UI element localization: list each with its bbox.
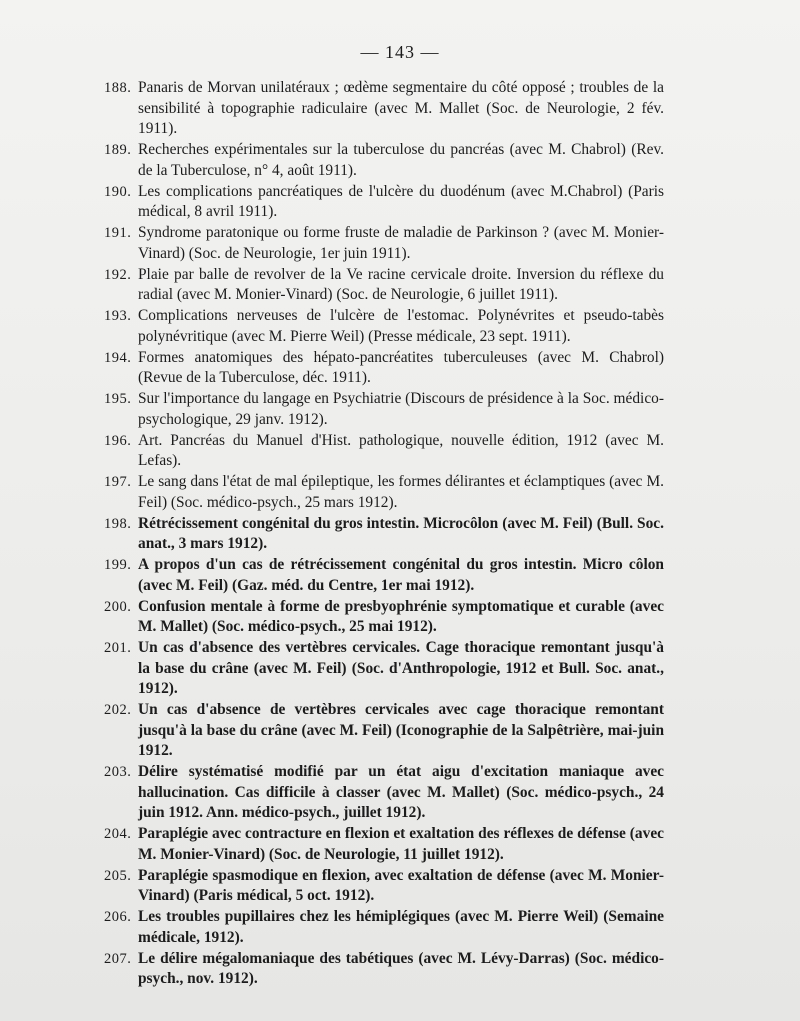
entry-number: 207. xyxy=(104,950,132,967)
list-item xyxy=(98,140,664,181)
entry-text: Délire systématisé modifié par un état aigu d'excitation maniaque avec hallucination. Cas difficile à classer (avec M. Mallet) (Soc. médico-psych., 24 juin 1912. Ann. médico-psych., juillet 1912). xyxy=(138,763,664,821)
entry-text: Rétrécissement congénital du gros intestin. Microcôlon (avec M. Feil) (Bull. Soc. anat., 3 mars 1912). xyxy=(138,514,664,552)
entry-text: Complications nerveuses de l'ulcère de l'estomac. Polynévrites et pseudo-tabès polynévritique (avec M. Pierre Weil) (Presse médicale, 23 sept. 1911). xyxy=(138,307,664,345)
list-item xyxy=(98,389,664,430)
entry-text: Un cas d'absence de vertèbres cervicales avec cage thoracique remontant jusqu'à la base du crâne (avec M. Feil) (Iconographie de la Salpêtrière, mai-juin 1912. xyxy=(138,701,664,759)
list-item xyxy=(98,824,664,865)
list-item xyxy=(98,431,664,472)
entry-number: 204. xyxy=(104,826,132,842)
list-item xyxy=(98,472,664,513)
entry-number: 198. xyxy=(104,515,132,532)
entry-text: A propos d'un cas de rétrécissement congénital du gros intestin. Micro côlon (avec M. Feil) (Gaz. méd. du Centre, 1er mai 1912). xyxy=(138,556,664,594)
entry-number: 193. xyxy=(104,308,132,324)
entry-text: Le délire mégalomaniaque des tabétiques (avec M. Lévy-Darras) (Soc. médico-psych., nov. 1912). xyxy=(138,949,664,987)
list-item xyxy=(98,265,664,306)
entry-number: 188. xyxy=(104,80,132,96)
entry-text: Plaie par balle de revolver de la Ve racine cervicale droite. Inversion du réflexe du radial (avec M. Monier-Vinard) (Soc. de Neurologie, 6 juillet 1911). xyxy=(138,265,664,303)
entry-number: 189. xyxy=(104,142,132,158)
entry-number: 202. xyxy=(104,702,132,718)
entry-text: Syndrome paratonique ou forme fruste de maladie de Parkinson ? (avec M. Monier-Vinard) (Soc. de Neurologie, 1er juin 1911). xyxy=(138,224,664,262)
list-item xyxy=(98,306,664,347)
list-item xyxy=(98,182,664,223)
list-item xyxy=(98,866,664,907)
page-number: — 143 — xyxy=(360,42,440,62)
entry-text: Recherches expérimentales sur la tuberculose du pancréas (avec M. Chabrol) (Rev. de la Tuberculose, n° 4, août 1911). xyxy=(138,141,664,179)
list-item xyxy=(98,907,664,948)
entry-number: 203. xyxy=(104,764,132,780)
list-item xyxy=(98,700,664,762)
bibliography-list xyxy=(98,78,664,990)
entry-text: Panaris de Morvan unilatéraux ; œdème segmentaire du côté opposé ; troubles de la sensibilité à topographie radiculaire (avec M. Mallet (Soc. de Neurologie, 2 fév. 1911). xyxy=(138,79,664,137)
entry-text: Les troubles pupillaires chez les hémiplégiques (avec M. Pierre Weil) (Semaine médicale, 1912). xyxy=(138,908,664,946)
entry-text: Confusion mentale à forme de presbyophrénie symptomatique et curable (avec M. Mallet) (Soc. médico-psych., 25 mai 1912). xyxy=(138,597,664,635)
entry-number: 191. xyxy=(104,225,132,241)
entry-number: 201. xyxy=(104,640,132,656)
entry-number: 200. xyxy=(104,598,132,615)
entry-text: Les complications pancréatiques de l'ulcère du duodénum (avec M.Chabrol) (Paris médical, 8 avril 1911). xyxy=(138,182,664,220)
list-item xyxy=(98,762,664,824)
list-item xyxy=(98,597,664,638)
entry-text: Un cas d'absence des vertèbres cervicales. Cage thoracique remontant jusqu'à la base du crâne (avec M. Feil) (Soc. d'Anthropologie, 1912 et Bull. Soc. anat., 1912). xyxy=(138,639,664,697)
list-item xyxy=(98,223,664,264)
entry-number: 205. xyxy=(104,867,132,884)
entry-text: Paraplégie avec contracture en flexion et exaltation des réflexes de défense (avec M. Monier-Vinard) (Soc. de Neurologie, 11 juillet 1912). xyxy=(138,825,664,863)
entry-number: 197. xyxy=(104,474,132,490)
entry-text: Sur l'importance du langage en Psychiatrie (Discours de présidence à la Soc. médico-psychologique, 29 janv. 1912). xyxy=(138,390,664,428)
entry-number: 199. xyxy=(104,557,132,573)
entry-number: 195. xyxy=(104,391,132,407)
entry-number: 192. xyxy=(104,266,132,283)
entry-number: 194. xyxy=(104,349,132,366)
list-item xyxy=(98,514,664,555)
list-item xyxy=(98,638,664,700)
entry-text: Art. Pancréas du Manuel d'Hist. pathologique, nouvelle édition, 1912 (avec M. Lefas). xyxy=(138,431,664,469)
entry-number: 206. xyxy=(104,909,132,925)
list-item xyxy=(98,348,664,389)
entry-text: Le sang dans l'état de mal épileptique, les formes délirantes et éclamptiques (avec M. Feil) (Soc. médico-psych., 25 mars 1912). xyxy=(138,473,664,511)
entry-number: 190. xyxy=(104,183,132,200)
list-item xyxy=(98,555,664,596)
entry-text: Paraplégie spasmodique en flexion, avec exaltation de défense (avec M. Monier-Vinard) (Paris médical, 5 oct. 1912). xyxy=(138,866,664,904)
entry-text: Formes anatomiques des hépato-pancréatites tuberculeuses (avec M. Chabrol) (Revue de la Tuberculose, déc. 1911). xyxy=(138,348,664,386)
list-item xyxy=(98,78,664,140)
entry-number: 196. xyxy=(104,432,132,449)
list-item xyxy=(98,949,664,990)
